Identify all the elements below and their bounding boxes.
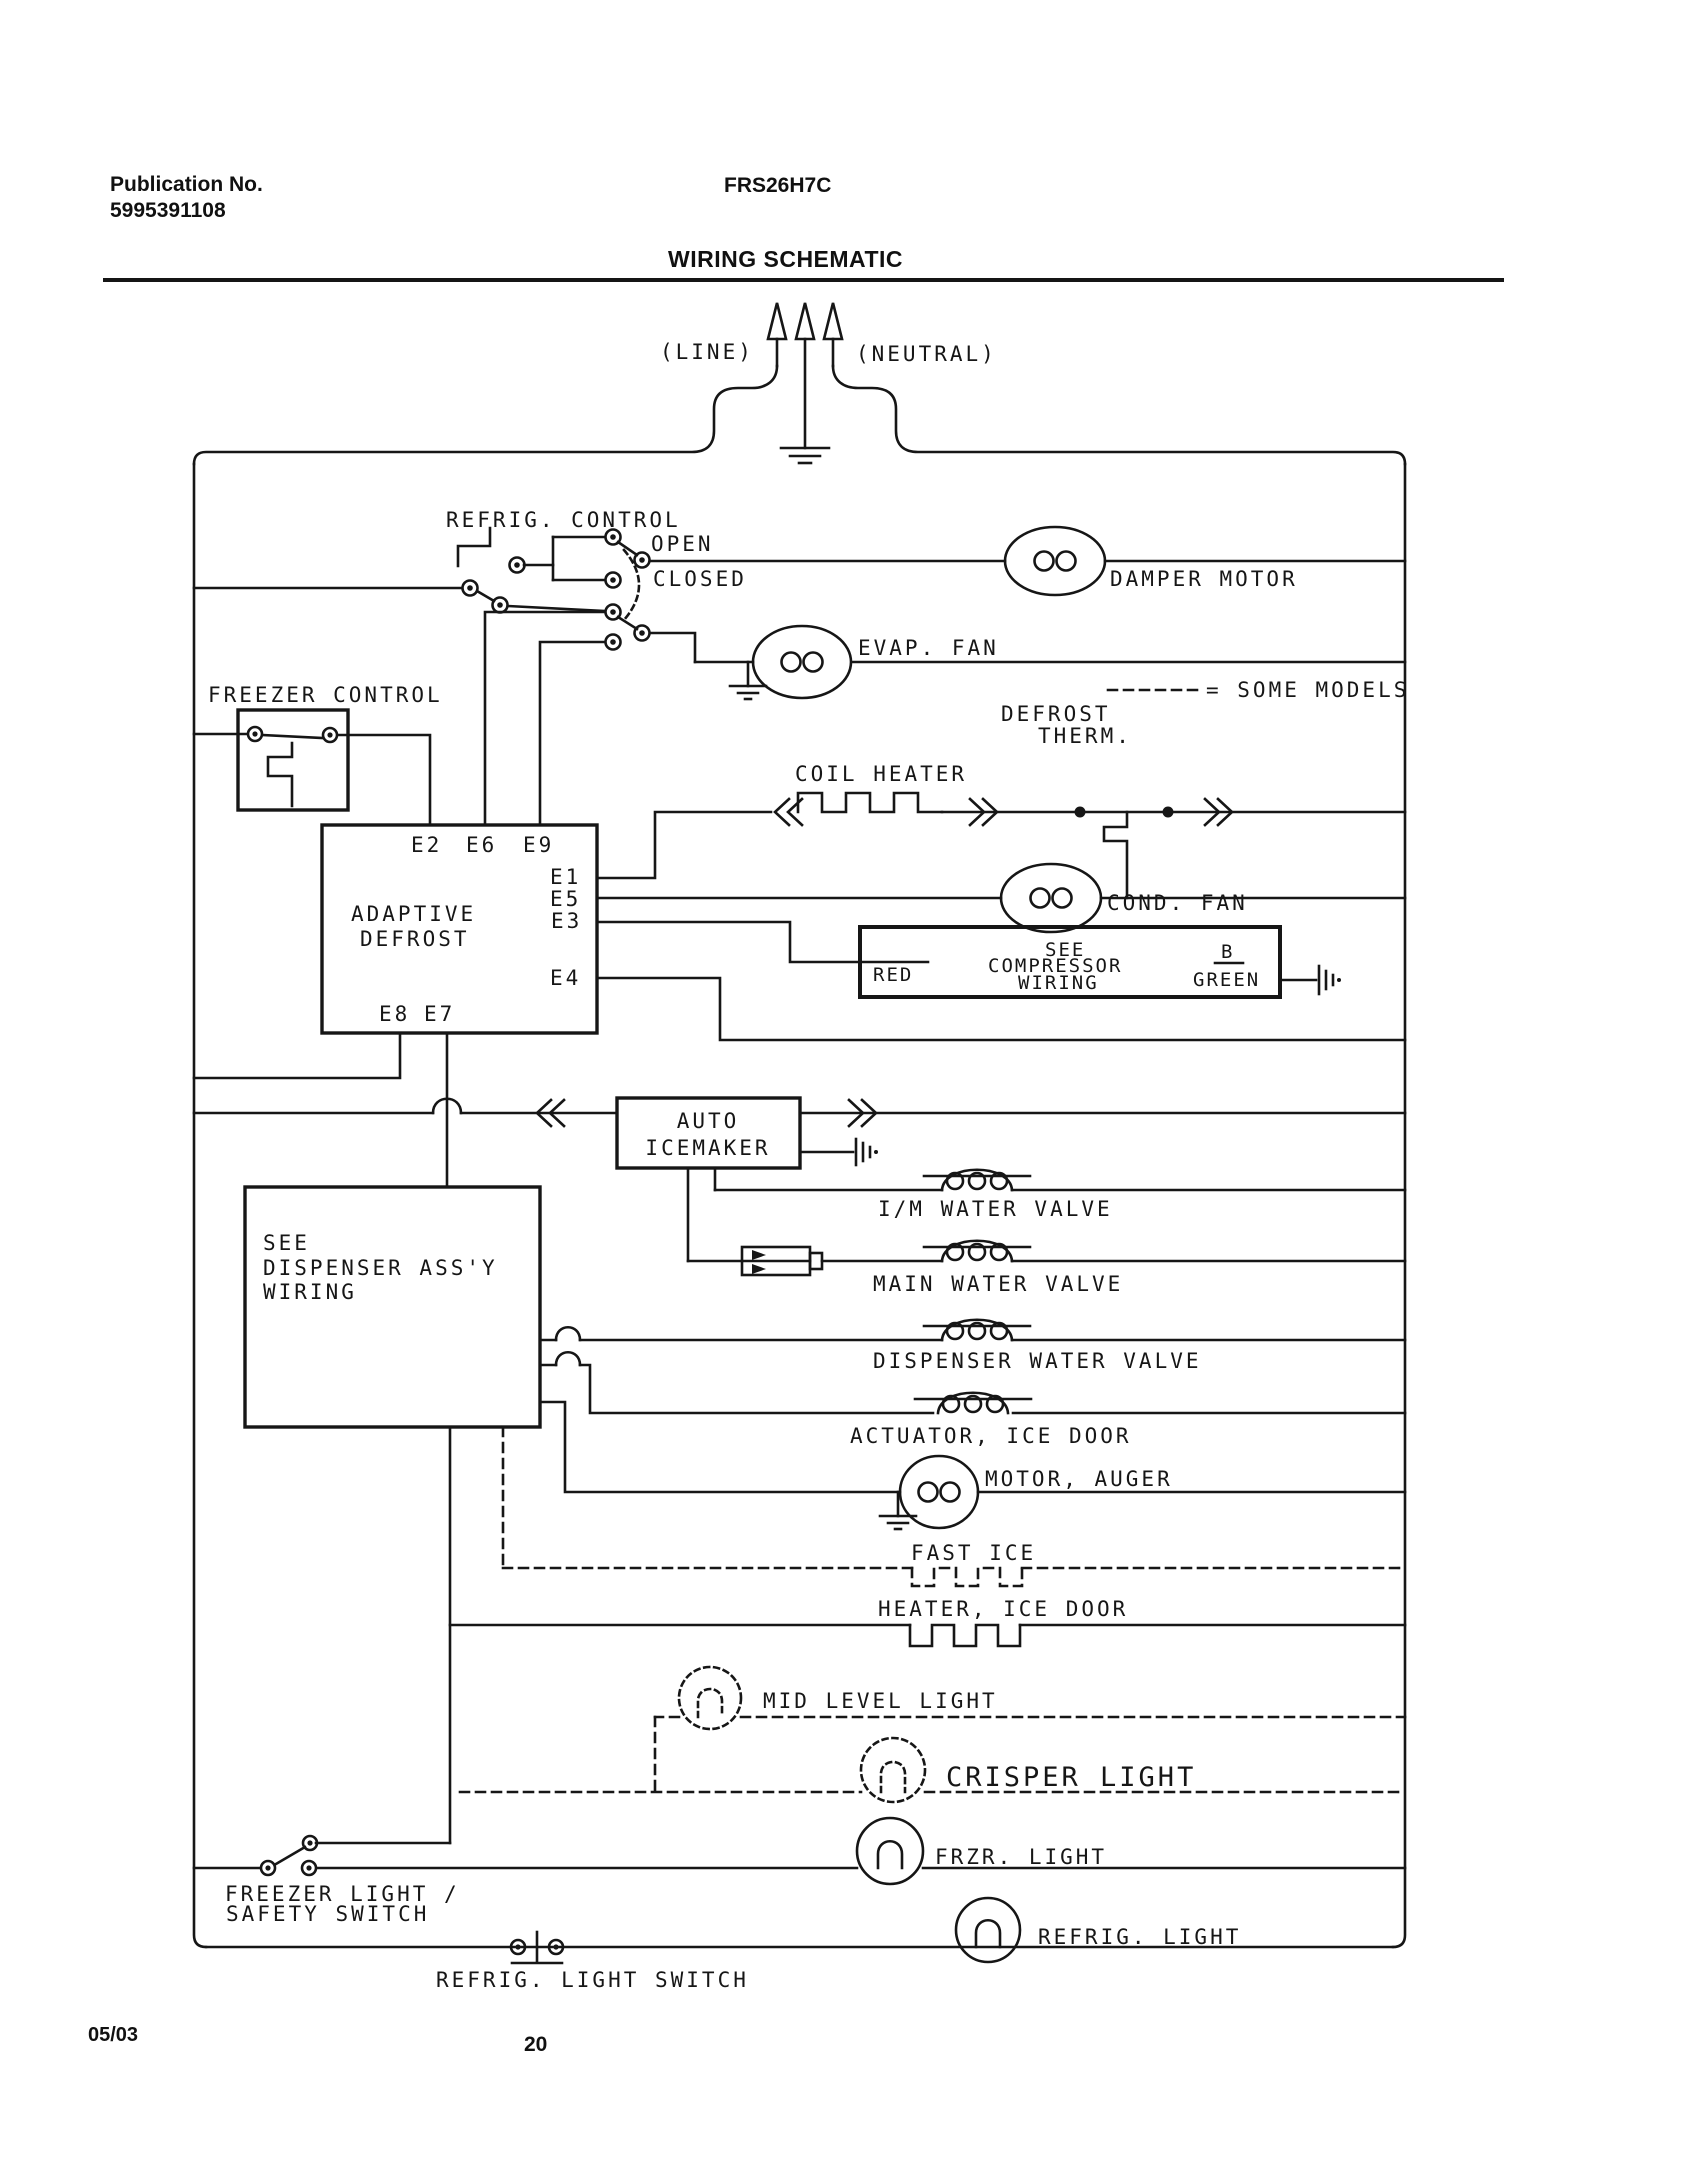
wire-jump-icon	[556, 1327, 580, 1340]
dispenser-water-valve-label: DISPENSER WATER VALVE	[873, 1349, 1202, 1373]
adaptive-label-line2: DEFROST	[360, 927, 470, 951]
frzr-light	[857, 1818, 1405, 1884]
auger-motor	[540, 1402, 1405, 1529]
cond-fan-label: COND. FAN	[1107, 891, 1248, 915]
im-water-valve-label: I/M WATER VALVE	[878, 1197, 1113, 1221]
freezer-safety-label-line2: SAFETY SWITCH	[226, 1902, 430, 1926]
solenoid-coil-icon	[924, 1320, 1030, 1340]
solenoid-coil-icon	[924, 1170, 1030, 1190]
footer-page-number: 20	[524, 2033, 548, 2056]
dispenser-box-label-line3: WIRING	[263, 1280, 357, 1304]
refrig-light-switch-icon	[511, 1932, 563, 1963]
pin-e8-label: E8	[379, 1002, 411, 1026]
fast-ice-label: FAST ICE	[911, 1541, 1037, 1565]
damper-motor	[650, 527, 1405, 595]
compressor-label-line2: COMPRESSOR	[988, 955, 1123, 977]
refrig-control-label: REFRIG. CONTROL	[446, 508, 681, 532]
main-water-valve	[688, 1241, 1405, 1296]
coil-heater-circuit	[775, 702, 1405, 898]
freezer-control-label: FREEZER CONTROL	[208, 683, 443, 707]
heater-element-icon	[912, 1568, 1022, 1586]
frzr-light-label: FRZR. LIGHT	[935, 1845, 1108, 1869]
im-water-valve	[715, 1170, 1405, 1221]
heater-ice-door-label: HEATER, ICE DOOR	[878, 1597, 1129, 1621]
pin-e9-label: E9	[523, 833, 555, 857]
defrost-therm-label-line1: DEFROST	[1001, 702, 1111, 726]
crisper-light	[460, 1738, 1405, 1802]
line-arrow-icon	[768, 303, 786, 339]
lamp-icon	[956, 1898, 1020, 1962]
chassis-ground-icon	[1319, 966, 1341, 994]
footer-date: 05/03	[88, 2024, 139, 2046]
mid-level-light-label: MID LEVEL LIGHT	[763, 1689, 998, 1713]
auto-icemaker-label-line1: AUTO	[676, 1109, 740, 1133]
auto-icemaker-label-line2: ICEMAKER	[645, 1136, 771, 1160]
compressor-wiring-box	[860, 927, 1341, 997]
auto-icemaker	[194, 1098, 1405, 1261]
lamp-icon	[861, 1738, 925, 1802]
heater-element-icon	[798, 793, 942, 812]
dispenser-assy-box	[245, 1187, 540, 1843]
solenoid-coil-icon	[924, 1241, 1030, 1261]
ground-arrow-icon	[796, 303, 814, 339]
open-label: OPEN	[651, 532, 714, 556]
solenoid-coil-icon	[915, 1393, 1031, 1413]
wire-jump-icon	[556, 1352, 580, 1365]
dispenser-box-label-line2: DISPENSER ASS'Y	[263, 1256, 498, 1280]
page-title: WIRING SCHEMATIC	[668, 246, 904, 272]
chassis-ground-icon	[856, 1139, 878, 1165]
actuator-ice-door-label: ACTUATOR, ICE DOOR	[850, 1424, 1132, 1448]
refrig-light-switch-label: REFRIG. LIGHT SWITCH	[436, 1968, 749, 1992]
crisper-light-label: CRISPER LIGHT	[946, 1762, 1197, 1793]
dispenser-water-valve	[540, 1320, 1405, 1373]
pin-e7-label: E7	[424, 1002, 456, 1026]
earth-ground-icon	[781, 448, 829, 463]
neutral-arrow-icon	[824, 303, 842, 339]
line-label: (LINE)	[660, 340, 754, 364]
freezer-light-safety-switch	[194, 1836, 857, 1926]
publication-number: 5995391108	[110, 199, 226, 222]
pin-e6-label: E6	[466, 833, 498, 857]
freezer-safety-label-line1: FREEZER LIGHT /	[225, 1882, 460, 1906]
rectifier-icon	[742, 1247, 822, 1275]
main-water-valve-label: MAIN WATER VALVE	[873, 1272, 1124, 1296]
pin-e4-label: E4	[550, 966, 582, 990]
compressor-label-line3: WIRING	[1018, 972, 1099, 994]
some-models-label: = SOME MODELS	[1206, 678, 1410, 702]
power-entry	[194, 303, 1405, 464]
pin-e2-label: E2	[411, 833, 443, 857]
adaptive-label-line1: ADAPTIVE	[351, 902, 477, 926]
b-wire-label: B	[1221, 941, 1235, 963]
switch-terminals	[463, 530, 650, 650]
pin-e3-label: E3	[551, 909, 583, 933]
closed-label: CLOSED	[653, 567, 747, 591]
heater-ice-door	[450, 1597, 1405, 1646]
dispenser-box-label-line1: SEE	[263, 1231, 310, 1255]
fast-ice-heater	[503, 1427, 1405, 1586]
refrig-light-label: REFRIG. LIGHT	[1038, 1925, 1242, 1949]
publication-label: Publication No.	[110, 173, 263, 196]
compressor-label-line1: SEE	[1045, 939, 1086, 961]
heater-element-icon	[910, 1625, 1020, 1646]
motor-auger-label: MOTOR, AUGER	[985, 1467, 1173, 1491]
lamp-icon	[679, 1667, 741, 1729]
defrost-therm-icon	[1104, 812, 1127, 898]
freezer-control	[194, 683, 443, 825]
evap-fan-label: EVAP. FAN	[858, 636, 999, 660]
defrost-therm-label-line2: THERM.	[1038, 724, 1132, 748]
pin-e5-label: E5	[550, 887, 582, 911]
model-number: FRS26H7C	[724, 174, 832, 197]
pin-e1-label: E1	[550, 865, 582, 889]
damper-motor-label: DAMPER MOTOR	[1110, 567, 1298, 591]
earth-ground-icon	[880, 1492, 916, 1529]
neutral-label: (NEUTRAL)	[856, 342, 997, 366]
some-models-legend	[1108, 678, 1409, 702]
red-wire-label: RED	[873, 964, 914, 986]
refrig-control-switch	[194, 508, 747, 825]
green-wire-label: GREEN	[1193, 969, 1261, 991]
lamp-icon	[857, 1818, 923, 1884]
coil-heater-label: COIL HEATER	[795, 762, 968, 786]
